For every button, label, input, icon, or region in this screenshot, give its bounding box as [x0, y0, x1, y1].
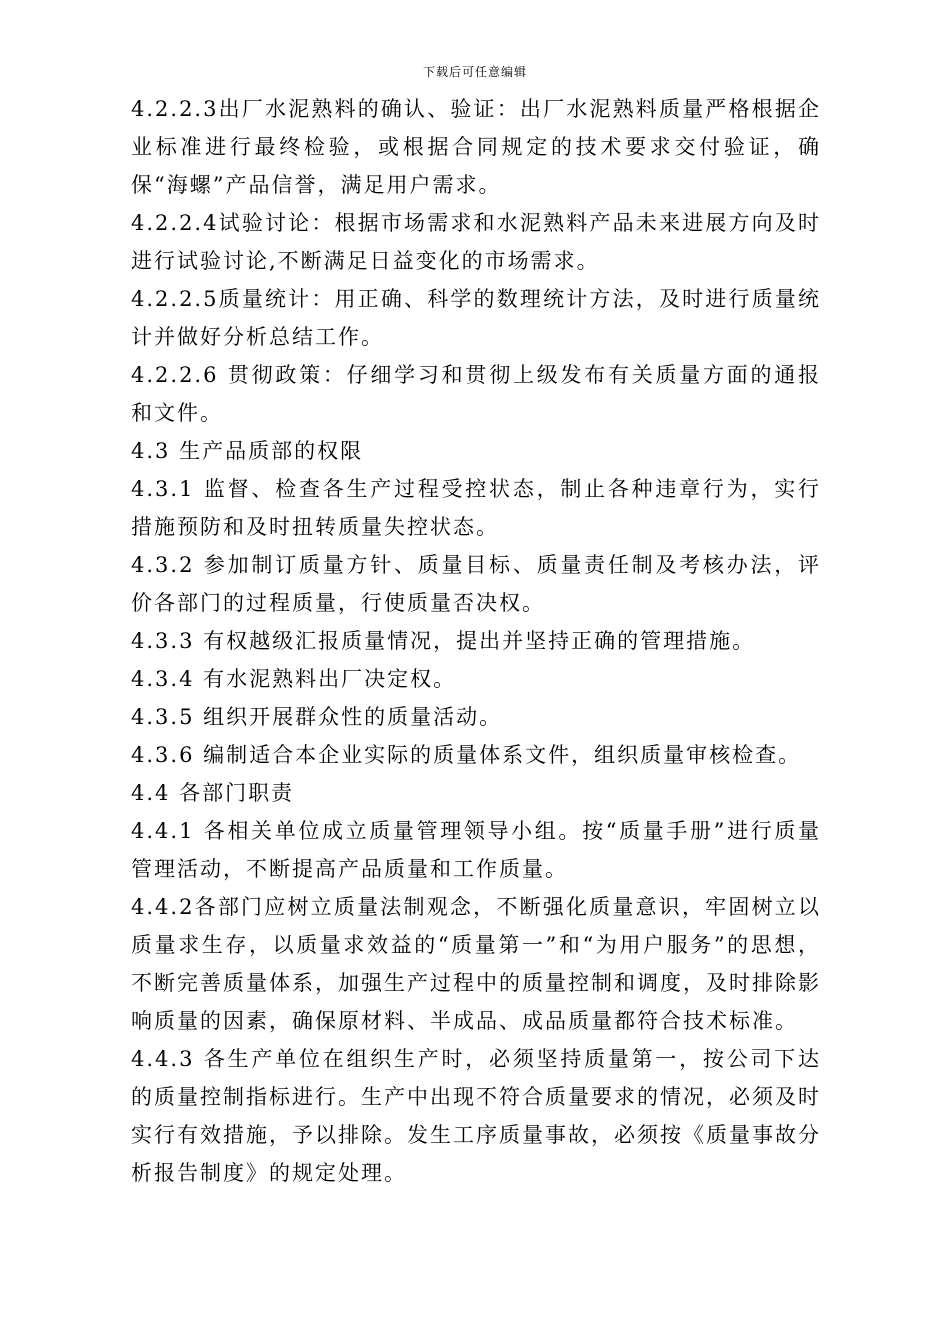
- page-header: 下载后可任意编辑: [422, 65, 527, 79]
- paragraph-4-2-2-5: 4.2.2.5质量统计：用正确、科学的数理统计方法，及时进行质量统计并做好分析总结工作。: [131, 287, 821, 349]
- paragraph-4-3-4: 4.3.4 有水泥熟料出厂决定权。: [131, 667, 457, 691]
- paragraph-4-3-3: 4.3.3 有权越级汇报质量情况，提出并坚持正确的管理措施。: [131, 629, 756, 653]
- paragraph-4-4-3: 4.4.3 各生产单位在组织生产时，必须坚持质量第一，按公司下达的质量控制指标进行。生产中出现不符合质量要求的情况，必须及时实行有效措施，予以排除。发生工序质量事故，必须按《质量事故分析报告制度》的规定处理。: [131, 1047, 821, 1185]
- paragraph-4-2-2-3: 4.2.2.3出厂水泥熟料的确认、验证：出厂水泥熟料质量严格根据企业标准进行最终检验，或根据合同规定的技术要求交付验证，确保“海螺”产品信誉，满足用户需求。: [131, 97, 821, 197]
- paragraph-4-3-1: 4.3.1 监督、检查各生产过程受控状态，制止各种违章行为，实行措施预防和及时扭转质量失控状态。: [131, 477, 821, 539]
- paragraph-4-3-5: 4.3.5 组织开展群众性的质量活动。: [131, 705, 503, 729]
- paragraph-4-4-1: 4.4.1 各相关单位成立质量管理领导小组。按“质量手册”进行质量管理活动，不断提高产品质量和工作质量。: [131, 819, 821, 881]
- section-heading-4-4: 4.4 各部门职责: [131, 781, 295, 805]
- section-heading-4-3: 4.3 生产品质部的权限: [131, 439, 364, 463]
- paragraph-4-2-2-6: 4.2.2.6 贯彻政策：仔细学习和贯彻上级发布有关质量方面的通报和文件。: [131, 363, 821, 425]
- document-body: [131, 90, 821, 1192]
- paragraph-4-3-2: 4.3.2 参加制订质量方针、质量目标、质量责任制及考核办法，评价各部门的过程质量，行使质量否决权。: [131, 553, 821, 615]
- paragraph-4-4-2: 4.4.2各部门应树立质量法制观念，不断强化质量意识，牢固树立以质量求生存，以质量求效益的“质量第一”和“为用户服务”的思想，不断完善质量体系，加强生产过程中的质量控制和调度，及时排除影响质量的因素，确保原材料、半成品、成品质量都符合技术标准。: [131, 895, 821, 1033]
- paragraph-4-3-6: 4.3.6 编制适合本企业实际的质量体系文件，组织质量审核检查。: [131, 743, 802, 767]
- paragraph-4-2-2-4: 4.2.2.4试验讨论：根据市场需求和水泥熟料产品未来进展方向及时进行试验讨论,不断满足日益变化的市场需求。: [131, 211, 821, 273]
